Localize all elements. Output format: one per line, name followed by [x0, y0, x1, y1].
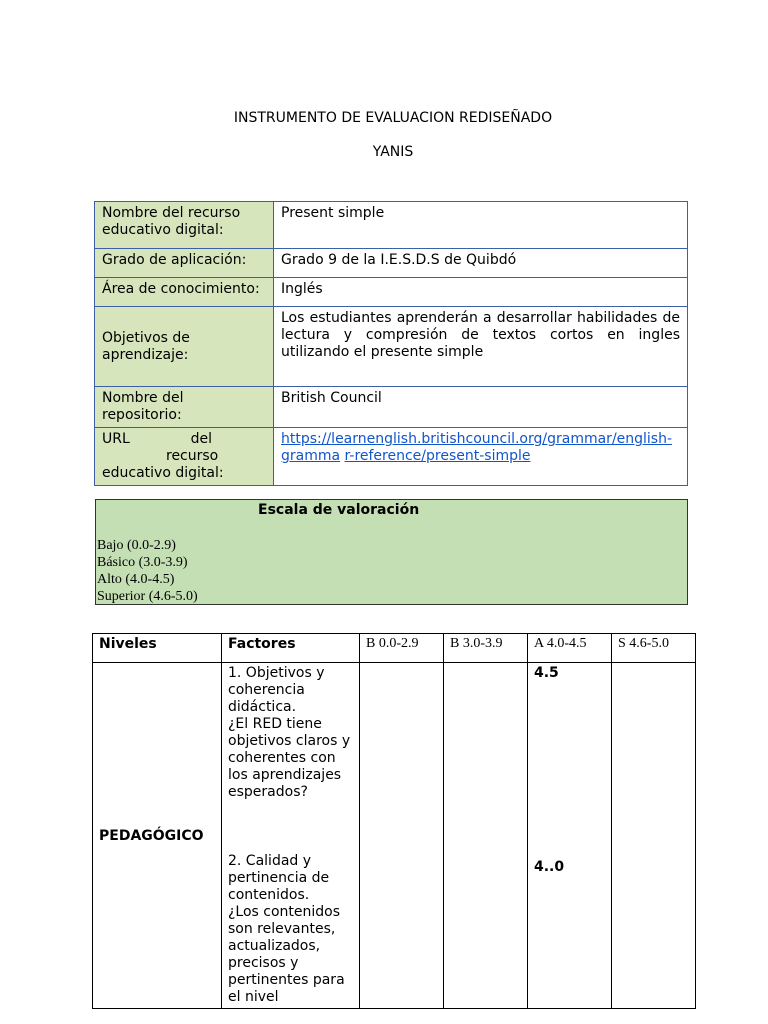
info-value: British Council: [274, 387, 688, 428]
url-label-word: del: [190, 431, 212, 447]
resource-url-link-continued[interactable]: r-reference/present-simple: [344, 448, 531, 464]
score-value: 4.5: [534, 665, 559, 681]
info-row: [95, 202, 688, 249]
info-row: [95, 249, 688, 278]
url-label-word: URL: [102, 431, 130, 447]
document-subtitle: YANIS: [372, 144, 414, 160]
evaluation-table: [92, 633, 696, 1009]
resource-url-link[interactable]: https://learnenglish.britishcouncil.org/grammar/english-gramma: [281, 431, 673, 464]
factor-item: 2. Calidad y pertinencia de contenidos. ¿Los contenidos son relevantes, actualizados, precisos y pertinentes para el nivel: [228, 853, 345, 1005]
header-superior: S 4.6-5.0: [612, 634, 696, 663]
rating-scale-box: [95, 499, 688, 605]
rating-scale-list: [97, 537, 198, 605]
info-value: Grado 9 de la I.E.S.D.S de Quibdó: [274, 249, 688, 278]
info-row: [95, 387, 688, 428]
info-label: Nombre del repositorio:: [95, 387, 274, 428]
info-label: Grado de aplicación:: [95, 249, 274, 278]
info-row-url: [95, 428, 688, 486]
resource-info-table: [94, 201, 688, 486]
info-label: Objetivos de aprendizaje:: [95, 307, 274, 387]
factor-item: 1. Objetivos y coherencia didáctica. ¿El RED tiene objetivos claros y coherentes con los aprendizajes esperados?: [228, 665, 351, 800]
document-title: INSTRUMENTO DE EVALUACION REDISEÑADO: [233, 110, 553, 126]
rating-scale-item: Superior (4.6-5.0): [97, 589, 198, 604]
info-value: Present simple: [274, 202, 688, 249]
score-cell-bajo: [360, 663, 444, 1009]
info-value: Los estudiantes aprenderán a desarrollar habilidades de lectura y compresión de textos cortos en ingles utilizando el presente simple: [274, 307, 688, 387]
header-bajo: B 0.0-2.9: [360, 634, 444, 663]
rating-scale-item: Bajo (0.0-2.9): [97, 538, 176, 553]
rating-scale-item: Alto (4.0-4.5): [97, 572, 175, 587]
info-row: [95, 278, 688, 307]
url-label-word: recurso: [166, 448, 219, 464]
info-label: Nombre del recurso educativo digital:: [95, 202, 274, 249]
eval-row-pedagogico: [93, 663, 696, 1009]
header-basico: B 3.0-3.9: [444, 634, 528, 663]
nivel-label: PEDAGÓGICO: [93, 663, 222, 1009]
header-alto: A 4.0-4.5: [528, 634, 612, 663]
score-cell-superior: [612, 663, 696, 1009]
score-value: 4..0: [534, 859, 565, 875]
factores-cell: [222, 663, 360, 1009]
url-label-word: educativo digital:: [102, 465, 224, 481]
header-factores: Factores: [222, 634, 360, 663]
rating-scale-title: Escala de valoración: [258, 502, 420, 518]
header-niveles: Niveles: [93, 634, 222, 663]
score-cell-alto: [528, 663, 612, 1009]
rating-scale-item: Básico (3.0-3.9): [97, 555, 188, 570]
info-label: Área de conocimiento:: [95, 278, 274, 307]
info-value: Inglés: [274, 278, 688, 307]
info-label-url: [95, 428, 274, 486]
info-value-url: [274, 428, 688, 486]
eval-header-row: [93, 634, 696, 663]
info-row: [95, 307, 688, 387]
score-cell-basico: [444, 663, 528, 1009]
